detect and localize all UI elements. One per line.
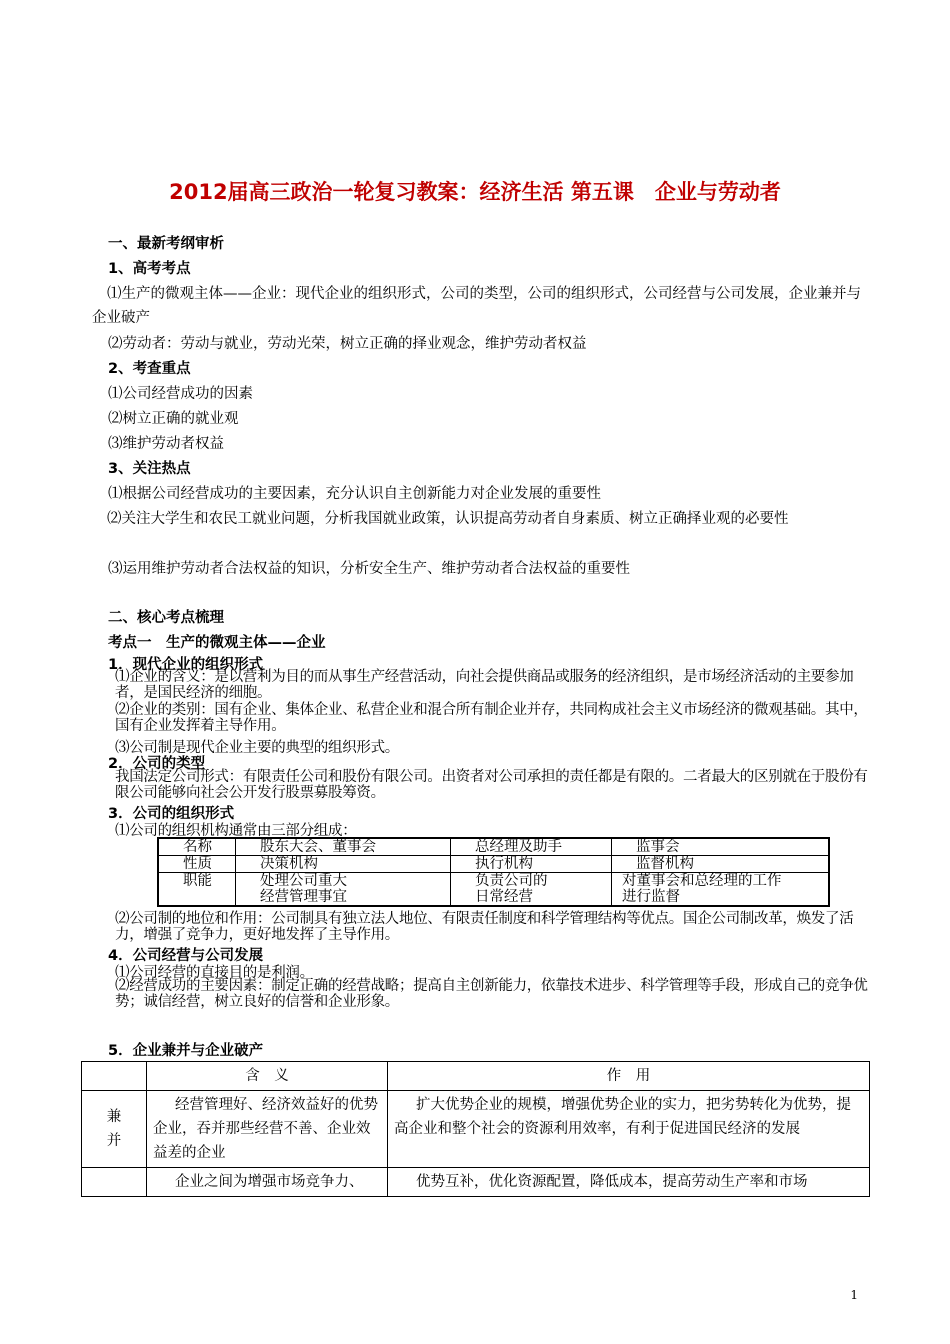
- table-row: [82, 1168, 870, 1197]
- h4-heading: 4．公司经营与公司发展: [108, 948, 264, 964]
- table-row: [158, 856, 829, 873]
- table-cell: 性质: [158, 856, 236, 873]
- s1-item1: ⑴生产的微观主体——企业：现代企业的组织形式，公司的类型，公司的组织形式，公司经营与公司发展，企业兼并与企业破产: [92, 286, 861, 326]
- table-row: [82, 1062, 870, 1091]
- s2-item: ⑶维护劳动者权益: [108, 436, 224, 452]
- table-cell: 名称: [158, 838, 236, 856]
- s3-item2: ⑵关注大学生和农民工就业问题，分析我国就业政策，认识提高劳动者自身素质、树立正确择业观的必要性: [107, 511, 789, 527]
- table-cell: 优势互补，优化资源配置，降低成本，提高劳动生产率和市场: [388, 1168, 870, 1197]
- table-cell: 总经理及助手: [451, 838, 612, 856]
- table-cell: 兼 并: [82, 1091, 147, 1168]
- table-header-cell: 含 义: [147, 1062, 388, 1091]
- h1-p2: ⑵企业的类别：国有企业、集体企业、私营企业和混合所有制企业并存，共同构成社会主义市场经济的微观基础。其中，国有企业发挥着主导作用。: [115, 702, 868, 734]
- table-row: [82, 1091, 870, 1168]
- s3-item3: ⑶运用维护劳动者合法权益的知识，分析安全生产、维护劳动者合法权益的重要性: [108, 561, 630, 577]
- s3-item1: ⑴根据公司经营成功的主要因素，充分认识自主创新能力对企业发展的重要性: [108, 486, 601, 502]
- table-header-cell: 作 用: [388, 1062, 870, 1091]
- h4-p1: ⑴公司经营的直接目的是利润。: [115, 965, 314, 981]
- page-number: 1: [850, 1288, 858, 1302]
- merger-table: [81, 1061, 870, 1197]
- h4-p2: ⑵经营成功的主要因素：制定正确的经营战略；提高自主创新能力，依靠技术进步、科学管理等手段，形成自己的竞争优势；诚信经营，树立良好的信誉和企业形象。: [115, 978, 868, 1010]
- table-cell: 股东大会、董事会: [236, 838, 451, 856]
- table-cell: 监事会: [612, 838, 830, 856]
- s1-heading: 1、高考考点: [108, 261, 191, 277]
- h3-heading: 3．公司的组织形式: [108, 806, 235, 822]
- table-cell: 决策机构: [236, 856, 451, 873]
- table-row: [158, 838, 829, 856]
- point1-heading: 考点一 生产的微观主体——企业: [108, 635, 326, 651]
- h3-p2: ⑵公司制的地位和作用：公司制具有独立法人地位、有限责任制度和科学管理结构等优点。国企公司制改革，焕发了活力，增强了竞争力，更好地发挥了主导作用。: [115, 911, 854, 943]
- s2-item: ⑴公司经营成功的因素: [108, 386, 253, 402]
- h2-p1: 我国法定公司形式：有限责任公司和股份有限公司。出资者对公司承担的责任都是有限的。二者最大的区别就在于股份有限公司能够向社会公开发行股票募股筹资。: [115, 769, 868, 801]
- table-cell: 处理公司重大 经营管理事宜: [236, 873, 451, 907]
- table-cell: 对董事会和总经理的工作 进行监督: [612, 873, 830, 907]
- s3-heading: 3、关注热点: [108, 461, 191, 477]
- table-cell: [82, 1168, 147, 1197]
- section2-heading: 二、核心考点梳理: [108, 610, 224, 626]
- table-cell: 职能: [158, 873, 236, 907]
- h5-heading: 5．企业兼并与企业破产: [108, 1043, 264, 1059]
- table-cell: 企业之间为增强市场竞争力、: [147, 1168, 388, 1197]
- h1-p3: ⑶公司制是现代企业主要的典型的组织形式。: [115, 740, 399, 756]
- table-header-cell: [82, 1062, 147, 1091]
- s2-item: ⑵树立正确的就业观: [108, 411, 239, 427]
- s1-item2: ⑵劳动者：劳动与就业，劳动光荣，树立正确的择业观念，维护劳动者权益: [108, 336, 587, 352]
- s2-heading: 2、考查重点: [108, 361, 191, 377]
- page-title: 2012届高三政治一轮复习教案：经济生活 第五课 企业与劳动者: [169, 180, 781, 204]
- table-cell: 监督机构: [612, 856, 830, 873]
- h3-p1: ⑴公司的组织机构通常由三部分组成：: [115, 823, 357, 839]
- h1-heading: 1．现代企业的组织形式: [108, 657, 264, 673]
- h2-heading: 2．公司的类型: [108, 756, 206, 772]
- section1-heading: 一、最新考纲审析: [108, 236, 224, 252]
- org-structure-table: [157, 837, 830, 907]
- table-row: [158, 873, 829, 907]
- table-cell: 经营管理好、经济效益好的优势企业，吞并那些经营不善、企业效益差的企业: [147, 1091, 388, 1168]
- table-cell: 负责公司的 日常经营: [451, 873, 612, 907]
- table-cell: 扩大优势企业的规模，增强优势企业的实力，把劣势转化为优势，提高企业和整个社会的资源利用效率，有利于促进国民经济的发展: [388, 1091, 870, 1168]
- table-cell: 执行机构: [451, 856, 612, 873]
- h1-p1: ⑴企业的含义：是以营利为目的而从事生产经营活动，向社会提供商品或服务的经济组织，是市场经济活动的主要参加者，是国民经济的细胞。: [115, 669, 854, 701]
